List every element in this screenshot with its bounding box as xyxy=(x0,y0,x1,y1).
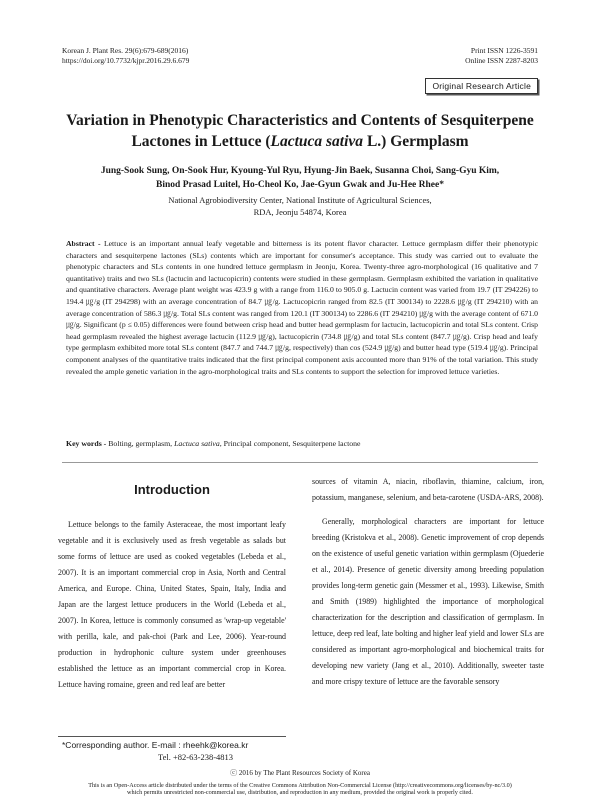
title-line-2-end: L.) Germplasm xyxy=(363,133,469,150)
right-column xyxy=(312,474,544,690)
section-divider xyxy=(62,462,538,463)
keywords-part-1: Bolting, germplasm, xyxy=(108,439,175,448)
title-line-2 xyxy=(40,131,560,152)
keywords-label: Key words - xyxy=(66,439,109,448)
author-list xyxy=(50,165,550,192)
running-header xyxy=(62,46,538,66)
article-type-badge xyxy=(425,76,538,94)
online-issn: Online ISSN 2287-8203 xyxy=(465,56,538,65)
page-footer xyxy=(40,770,560,797)
intro-paragraph-2: sources of vitamin A, niacin, riboflavin, thiamine, calcium, iron, potassium, manganese, selenium, and beta-carotene (USDA-ARS, 2008). xyxy=(312,477,544,502)
copyright-notice: ⓒ 2016 by The Plant Resources Society of Korea xyxy=(230,769,370,777)
abstract-label: Abstract - xyxy=(66,239,104,248)
affiliation-line-1: National Agrobiodiversity Center, National Institute of Agricultural Sciences, xyxy=(168,195,432,205)
authors-line-1: Jung-Sook Sung, On-Sook Hur, Kyoung-Yul Ryu, Hyung-Jin Baek, Susanna Choi, Sang-Gyu Kim, xyxy=(100,166,500,176)
intro-paragraph-1: Lettuce belongs to the family Asteraceae, the most important leafy vegetable and it is exclusively used as fresh vegetable as salads but some forms of lettuce are used as cooked vegetables (Lebeda et al., 2007). It is an important commercial crop in Asia, North and Central America, and Europe. China, United States, Spain, Italy, India and Japan are the largest lettuce producers in the World (Lebeda et al., 2007). In Korea, lettuce is commonly consumed as 'wrap-up vegetable' with perilla, kale, and pak-choi (Park and Lee, 2006). Year-round production in hydrophonic culture system under greenhouses established the lettuce as an important commercial crop in Korea. Lettuce having romaine, green and red leaf are better xyxy=(58,520,286,689)
left-column xyxy=(58,474,286,693)
authors-line-2: Binod Prasad Luitel, Ho-Cheol Ko, Jae-Gyun Gwak and Ju-Hee Rhee* xyxy=(156,179,444,190)
keywords xyxy=(66,438,538,449)
keywords-species: Lactuca sativa xyxy=(174,439,220,448)
corresponding-author xyxy=(62,740,288,763)
abstract-text: Lettuce is an important annual leafy vegetable and bitterness is its potent flavor character. Lettuce germplasm differ their phenotypic characters and sesquiterpene lactones (SLs) contents which are important for consumer's acceptance. This study was carried out to evaluate the phenotypic characters and SLs contents in one hundred lettuce germplasm in Jeonju, Korea. Twenty-three agro-morphological (16 qualitative and 7 quantitative) traits and two SLs (lactucin and lactucopicrin) contents were studied in these germplasm. Germplasm exhibited the variation in qualitative and quantitative characters. Average plant weight was 423.9 g with a range from 116.0 to 905.0 g. Lactucin content was varied from 19.7 (IT 294226) to 194.4 ㎍/g (IT 294298) with an average concentration of 84.7 ㎍/g. Lactucopicrin ranged from 82.5 (IT 300134) to 2228.6 ㎍/g (IT 294210) with an average concentration of 586.3 ㎍/g. Total SLs content was ranged from 120.1 (IT 300134) to 2286.6 (IT 294210) ㎍/g with the average content of 671.0 ㎍/g. Significant (p ≤ 0.05) differences were found between crisp head and butter head germplasm for lactucin, lactucopicrin and total SLs content. Crisp head germplasm revealed the highest average lactucin (112.9 ㎍/g), lactucopicrin (734.8 ㎍/g) and total SLs content (847.7 ㎍/g). Crisp head and leafy type germplasm exhibited more total SLs content (847.7 and 744.7 ㎍/g, respectively) than cos (524.9 ㎍/g) and butter head type (519.4 ㎍/g). Principal component analyses of the quantitative traits indicated that the first principal component axis accounted more than 91% of the total variation. This study revealed the ample genetic variation in the agro-morphological traits and SLs contents to support the selection for improved lettuce varieties. xyxy=(66,239,538,376)
license-line-1: This is an Open-Access article distributed under the terms of the Creative Commons Attribution Non-Commercial License (http://creativecommons.org/licenses/by-nc/3.0) xyxy=(88,781,512,789)
title-line-1: Variation in Phenotypic Characteristics and Contents of Sesquiterpene xyxy=(66,112,534,129)
journal-citation: Korean J. Plant Res. 29(6):679-689(2016) xyxy=(62,46,189,55)
print-issn: Print ISSN 1226-3591 xyxy=(470,46,538,55)
title-line-2-start: Lactones in Lettuce ( xyxy=(131,133,271,150)
keywords-part-2: , Principal component, Sesquiterpene lactone xyxy=(219,439,361,448)
corresponding-email: *Corresponding author. E-mail : rheehk@korea.kr xyxy=(62,740,249,750)
affiliation-line-2: RDA, Jeonju 54874, Korea xyxy=(253,207,347,217)
corresponding-phone: Tel. +82-63-238-4813 xyxy=(158,751,234,762)
affiliation xyxy=(50,194,550,218)
abstract xyxy=(66,238,538,377)
article-type-label: Original Research Article xyxy=(425,78,538,94)
introduction-heading: Introduction xyxy=(134,482,210,497)
footnote-divider xyxy=(58,736,286,737)
paper-title xyxy=(40,110,560,152)
title-species-name: Lactuca sativa xyxy=(270,133,364,150)
license-line-2: which permits unrestricted non-commercial use, distribution, and reproduction in any medium, provided the original work is properly cited. xyxy=(127,789,473,797)
intro-paragraph-3: Generally, morphological characters are important for lettuce breeding (Kristokva et al., 2008). Genetic improvement of crop depends on the existence of useful genetic variation within germplasm (Ojuederie et al., 2014). Presence of genetic diversity among breeding population provides long-term genetic gain (Messmer et al., 1993). Likewise, Smith and Smith (1989) highlighted the importance of morphological characterization for the description and classification of germplasm. In lettuce, deep red leaf, late bolting and higher leaf yield and lower SLs are considered as important agro-morphological and biochemical traits for developing new variety (Jang et al., 2010). Additionally, sweeter taste and more crispy texture of lettuce are the favorable sensory xyxy=(312,517,544,686)
doi-link[interactable]: https://doi.org/10.7732/kjpr.2016.29.6.679 xyxy=(62,56,190,65)
